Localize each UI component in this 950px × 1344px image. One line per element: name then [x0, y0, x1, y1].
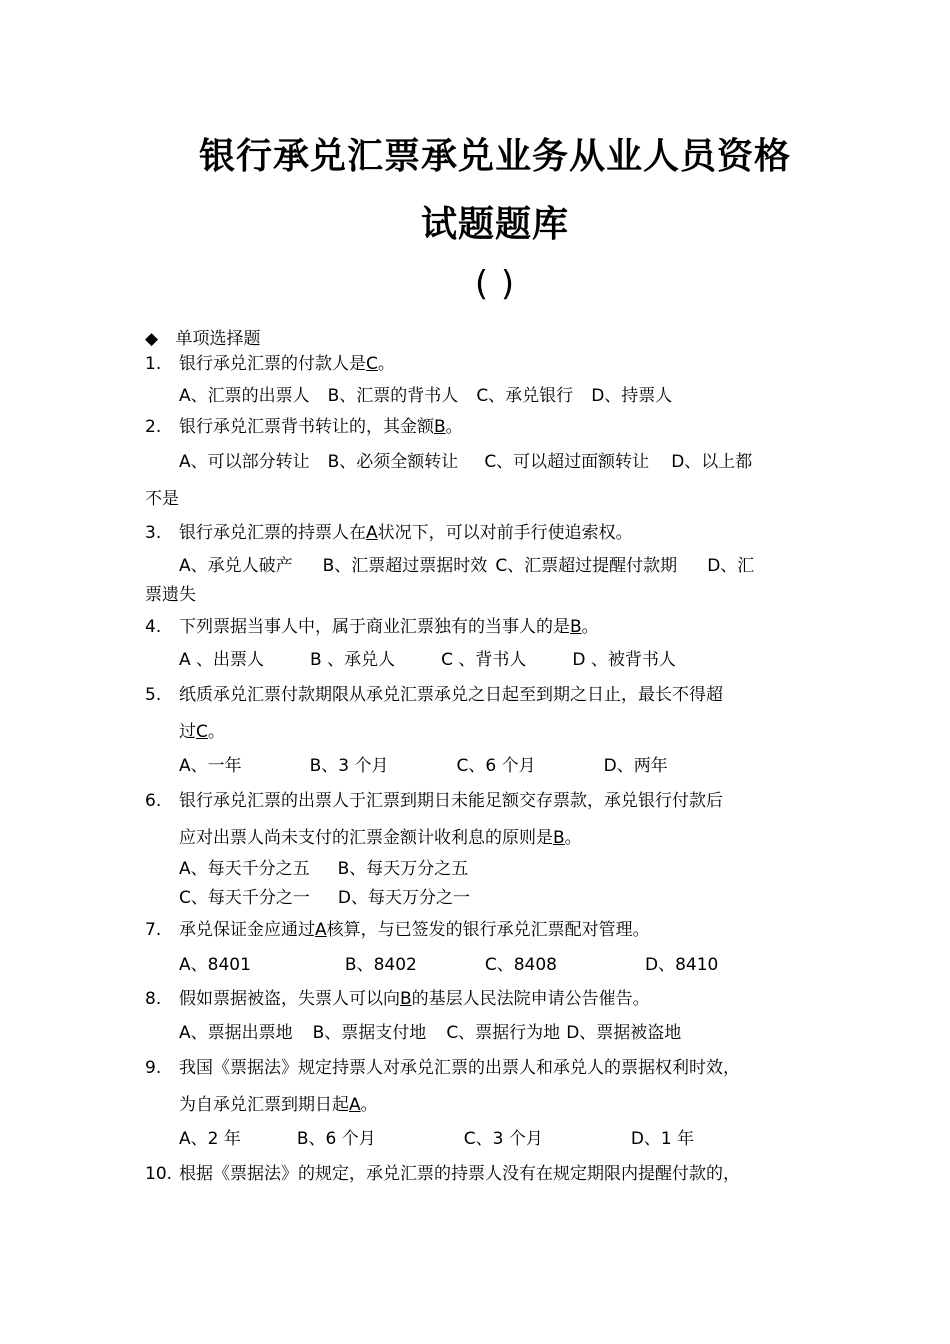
answer: C [366, 354, 378, 374]
question-10 [145, 1163, 740, 1185]
option: D、汇 [707, 556, 755, 576]
options-2-continuation: 不是 [145, 489, 179, 509]
option: B、每天万分之五 [337, 859, 469, 879]
options-9 [179, 1128, 694, 1150]
options-7 [179, 954, 718, 976]
question-5 [145, 684, 723, 706]
question-3 [145, 522, 633, 544]
answer: B [553, 828, 565, 848]
options-5 [179, 755, 668, 777]
option: C、票据行为地 [446, 1023, 561, 1043]
question-text: 下列票据当事人中，属于商业汇票独有的当事人的是B。 [179, 617, 599, 637]
question-text: 根据《票据法》的规定，承兑汇票的持票人没有在规定期限内提醒付款的， [179, 1164, 740, 1184]
question-text: 银行承兑汇票的付款人是C。 [179, 354, 395, 374]
question-9-line2: 为自承兑汇票到期日起A。 [179, 1095, 378, 1115]
question-6-line2: 应对出票人尚未支付的汇票金额计收利息的原则是B。 [179, 828, 582, 848]
option: C、每天千分之一 [179, 888, 310, 908]
document-title: 银行承兑汇票承兑业务从业人员资格 [198, 136, 791, 177]
options-6a [179, 858, 468, 880]
option: D、票据被盗地 [566, 1023, 682, 1043]
question-5-line2: 过C。 [179, 722, 225, 742]
options-3 [179, 555, 754, 577]
answer: B [570, 617, 582, 637]
option: A、一年 [179, 756, 242, 776]
answer: A [315, 920, 327, 940]
question-number: 4. [145, 617, 162, 637]
question-text: 承兑保证金应通过A核算，与已签发的银行承兑汇票配对管理。 [179, 920, 650, 940]
question-number: 10. [145, 1164, 173, 1184]
options-2 [179, 451, 752, 473]
option: D 、被背书人 [572, 650, 676, 670]
answer: B [434, 417, 446, 437]
options-8 [179, 1022, 681, 1044]
option: A 、出票人 [179, 650, 265, 670]
option: B、8402 [344, 955, 417, 975]
option: D、1 年 [630, 1129, 695, 1149]
diamond-bullet-icon: ◆ [145, 329, 159, 349]
option: D、持票人 [591, 386, 673, 406]
option: C、承兑银行 [476, 386, 574, 406]
question-number: 9. [145, 1058, 162, 1078]
question-number: 6. [145, 791, 162, 811]
option: A、汇票的出票人 [179, 386, 310, 406]
question-number: 2. [145, 417, 162, 437]
answer: C [196, 722, 208, 742]
answer: A [366, 523, 378, 543]
question-1 [145, 353, 395, 375]
question-text: 纸质承兑汇票付款期限从承兑汇票承兑之日起至到期之日止，最长不得超 [179, 685, 723, 705]
question-number: 5. [145, 685, 162, 705]
question-number: 7. [145, 920, 162, 940]
question-text: 我国《票据法》规定持票人对承兑汇票的出票人和承兑人的票据权利时效， [179, 1058, 740, 1078]
options-6b [179, 887, 470, 909]
option: A、票据出票地 [179, 1023, 293, 1043]
question-number: 1. [145, 354, 162, 374]
section-label: 单项选择题 [175, 329, 261, 349]
question-text: 银行承兑汇票的持票人在A状况下，可以对前手行使追索权。 [179, 523, 633, 543]
options-3-continuation: 票遗失 [145, 585, 196, 605]
option: A、8401 [179, 955, 251, 975]
option: D、8410 [644, 955, 719, 975]
options-4 [179, 649, 676, 671]
option: B、票据支付地 [312, 1023, 427, 1043]
answer: A [349, 1095, 361, 1115]
answer: B [400, 989, 412, 1009]
question-6 [145, 790, 723, 812]
option: C、3 个月 [463, 1129, 543, 1149]
question-9 [145, 1057, 740, 1079]
question-number: 3. [145, 523, 162, 543]
option: D、每天万分之一 [337, 888, 470, 908]
option: B、必须全额转让 [327, 452, 459, 472]
question-2 [145, 416, 463, 438]
option: C、可以超过面额转让 [484, 452, 650, 472]
question-number: 8. [145, 989, 162, 1009]
option: C、8408 [484, 955, 557, 975]
option: A、2 年 [179, 1129, 241, 1149]
question-7 [145, 919, 650, 941]
option: D、以上都 [671, 452, 753, 472]
option: C 、背书人 [441, 650, 527, 670]
question-text: 银行承兑汇票背书转让的，其金额B。 [179, 417, 463, 437]
question-4 [145, 616, 599, 638]
title-parentheses: ( ) [474, 264, 516, 304]
option: B 、承兑人 [310, 650, 396, 670]
option: A、每天千分之五 [179, 859, 310, 879]
option: D、两年 [603, 756, 668, 776]
question-8 [145, 988, 650, 1010]
options-1 [179, 385, 672, 407]
option: C、汇票超过提醒付款期 [495, 556, 678, 576]
option: C、6 个月 [456, 756, 536, 776]
option: A、承兑人破产 [179, 556, 293, 576]
document-subtitle: 试题题库 [420, 204, 569, 245]
option: B、汇票超过票据时效 [322, 556, 488, 576]
option: A、可以部分转让 [179, 452, 310, 472]
option: B、3 个月 [309, 756, 389, 776]
option: B、6 个月 [296, 1129, 376, 1149]
question-text: 假如票据被盗，失票人可以向B的基层人民法院申请公告催告。 [179, 989, 650, 1009]
option: B、汇票的背书人 [327, 386, 459, 406]
section-header [145, 328, 260, 350]
question-text: 银行承兑汇票的出票人于汇票到期日未能足额交存票款，承兑银行付款后 [179, 791, 723, 811]
